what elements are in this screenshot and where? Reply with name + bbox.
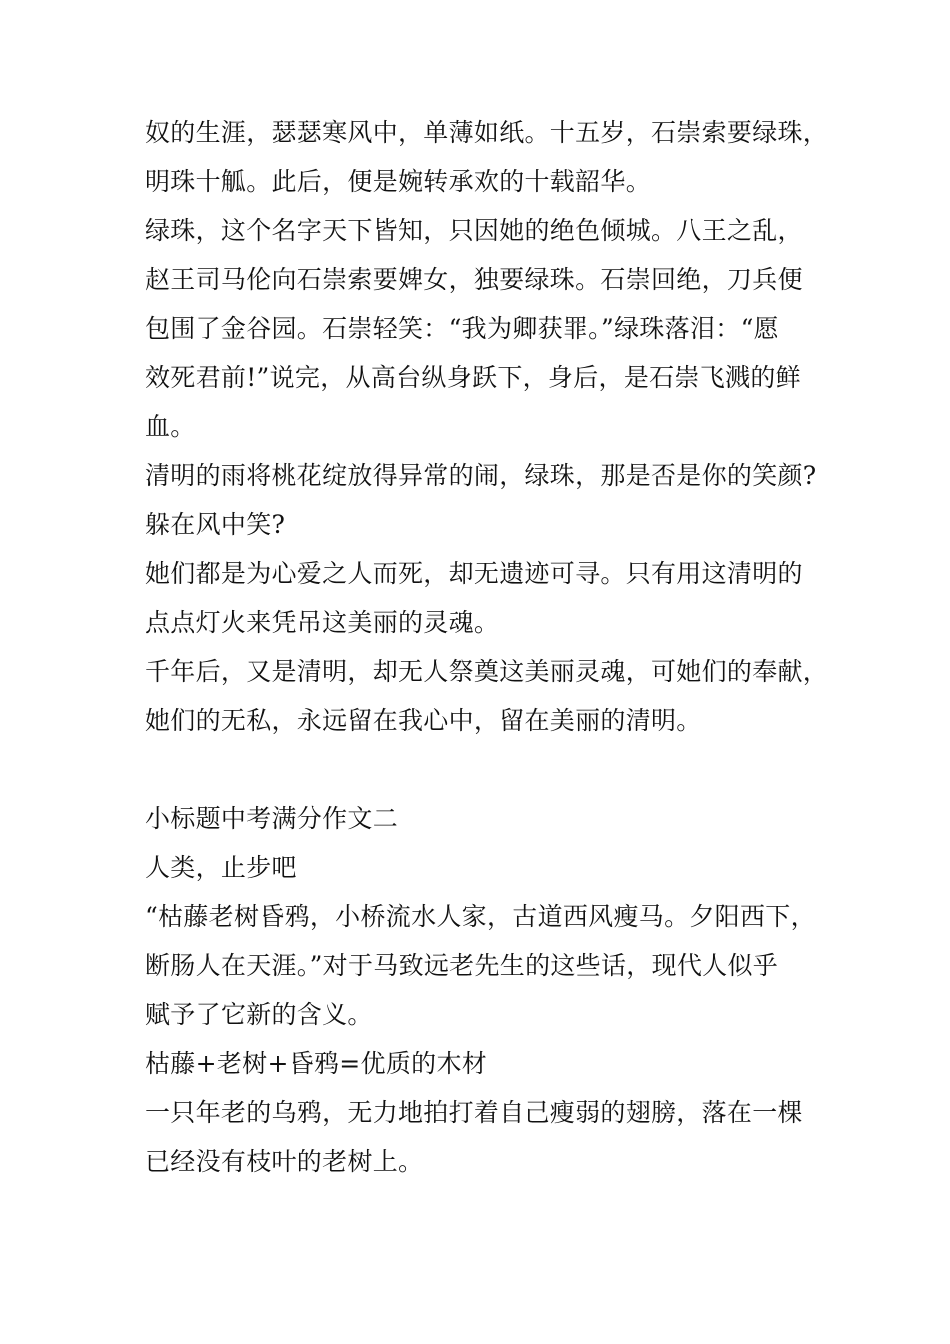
paragraph-line: 绿珠，这个名字天下皆知，只因她的绝色倾城。八王之乱，: [145, 216, 803, 245]
essay-title: 人类，止步吧: [145, 853, 297, 882]
paragraph-line: “枯藤老树昏鸦，小桥流水人家，古道西风瘦马。夕阳西下，: [145, 902, 816, 931]
paragraph-line: 赵王司马伦向石崇索要婢女，独要绿珠。石崇回绝，刀兵便: [145, 265, 803, 294]
paragraph-line: 血。: [145, 412, 196, 441]
paragraph-line: 奴的生涯，瑟瑟寒风中，单薄如纸。十五岁，石崇索要绿珠，: [145, 118, 829, 147]
section-heading: 小标题中考满分作文二: [145, 804, 399, 833]
paragraph-line: 她们的无私，永远留在我心中，留在美丽的清明。: [145, 706, 702, 735]
paragraph-line: 千年后，又是清明，却无人祭奠这美丽灵魂，可她们的奉献，: [145, 657, 829, 686]
paragraph-line: 躲在风中笑?: [145, 510, 286, 539]
blank-line: [145, 745, 815, 794]
paragraph-line: 赋予了它新的含义。: [145, 1000, 373, 1029]
paragraph-line: 包围了金谷园。石崇轻笑：“我为卿获罪。”绿珠落泪：“愿: [145, 314, 779, 343]
paragraph-line: 她们都是为心爱之人而死，却无遗迹可寻。只有用这清明的: [145, 559, 803, 588]
paragraph-line: 效死君前!”说完，从高台纵身跃下，身后，是石崇飞溅的鲜: [145, 363, 801, 392]
paragraph-line: 清明的雨将桃花绽放得异常的闹，绿珠，那是否是你的笑颜?: [145, 461, 817, 490]
paragraph-line: 明珠十觚。此后，便是婉转承欢的十载韶华。: [145, 167, 652, 196]
paragraph-line: 一只年老的乌鸦，无力地拍打着自己瘦弱的翅膀，落在一棵: [145, 1098, 803, 1127]
essay-text: [145, 108, 829, 1186]
paragraph-line: 断肠人在天涯。”对于马致远老先生的这些话，现代人似乎: [145, 951, 779, 980]
paragraph-line: 已经没有枝叶的老树上。: [145, 1147, 424, 1176]
subheading-line: 枯藤+老树+昏鸦=优质的木材: [145, 1049, 488, 1078]
paragraph-line: 点点灯火来凭吊这美丽的灵魂。: [145, 608, 500, 637]
